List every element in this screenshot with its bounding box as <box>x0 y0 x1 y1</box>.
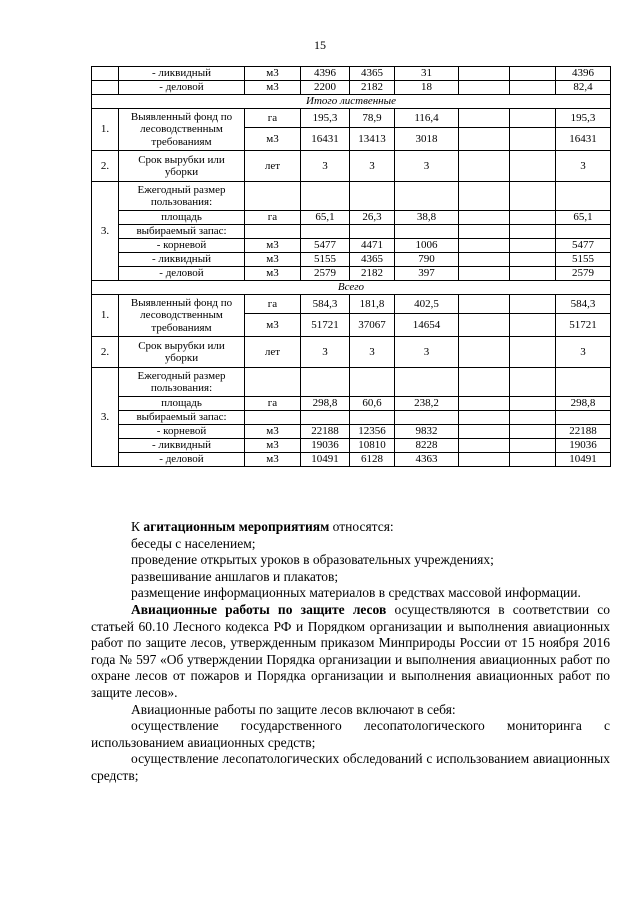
value-cell: 3 <box>395 151 459 182</box>
value-cell <box>459 425 510 439</box>
row-label: площадь <box>119 397 245 411</box>
row-label: Ежегодный размер пользования: <box>119 182 245 211</box>
table-row <box>92 225 611 239</box>
unit-cell: м3 <box>245 314 301 337</box>
value-cell: 65,1 <box>556 211 611 225</box>
body-text <box>91 519 610 785</box>
value-cell <box>510 397 556 411</box>
value-cell: 10810 <box>350 439 395 453</box>
value-cell <box>510 151 556 182</box>
empty-cell <box>395 368 459 397</box>
table-row <box>92 453 611 467</box>
row-label: - деловой <box>119 267 245 281</box>
table-row <box>92 281 611 295</box>
unit-cell: м3 <box>245 239 301 253</box>
value-cell: 16431 <box>556 128 611 151</box>
value-cell <box>459 397 510 411</box>
value-cell: 298,8 <box>556 397 611 411</box>
value-cell: 51721 <box>556 314 611 337</box>
section-title: Всего <box>92 281 611 295</box>
unit-cell: лет <box>245 151 301 182</box>
value-cell: 51721 <box>301 314 350 337</box>
value-cell <box>510 239 556 253</box>
empty-cell <box>245 225 301 239</box>
unit-cell: м3 <box>245 453 301 467</box>
value-cell: 78,9 <box>350 109 395 128</box>
value-cell: 1006 <box>395 239 459 253</box>
agitation-item: беседы с населением; <box>131 535 256 551</box>
table-row <box>92 253 611 267</box>
table-row <box>92 267 611 281</box>
value-cell: 19036 <box>301 439 350 453</box>
row-label: - деловой <box>119 81 245 95</box>
table-row <box>92 425 611 439</box>
unit-cell: м3 <box>245 425 301 439</box>
value-cell: 116,4 <box>395 109 459 128</box>
page-number: 15 <box>314 38 326 52</box>
row-label: выбираемый запас: <box>119 225 245 239</box>
value-cell <box>459 151 510 182</box>
empty-cell <box>510 411 556 425</box>
value-cell: 9832 <box>395 425 459 439</box>
empty-cell <box>301 225 350 239</box>
empty-cell <box>556 225 611 239</box>
value-cell <box>510 439 556 453</box>
row-label: Ежегодный размер пользования: <box>119 368 245 397</box>
table-row <box>92 95 611 109</box>
value-cell <box>510 109 556 128</box>
value-cell: 5477 <box>301 239 350 253</box>
value-cell <box>510 67 556 81</box>
value-cell <box>459 109 510 128</box>
value-cell <box>510 295 556 314</box>
empty-cell <box>459 411 510 425</box>
value-cell: 3018 <box>395 128 459 151</box>
forest-use-table <box>91 66 611 467</box>
value-cell: 4471 <box>350 239 395 253</box>
value-cell: 82,4 <box>556 81 611 95</box>
value-cell: 4363 <box>395 453 459 467</box>
table-row <box>92 151 611 182</box>
value-cell <box>510 128 556 151</box>
value-cell: 22188 <box>301 425 350 439</box>
table-row <box>92 337 611 368</box>
value-cell <box>510 453 556 467</box>
value-cell: 5155 <box>301 253 350 267</box>
unit-cell: м3 <box>245 267 301 281</box>
value-cell: 584,3 <box>301 295 350 314</box>
table-row <box>92 439 611 453</box>
value-cell <box>510 267 556 281</box>
value-cell <box>510 253 556 267</box>
unit-cell: лет <box>245 337 301 368</box>
unit-cell: га <box>245 109 301 128</box>
row-label: выбираемый запас: <box>119 411 245 425</box>
value-cell: 18 <box>395 81 459 95</box>
empty-cell <box>556 182 611 211</box>
value-cell: 16431 <box>301 128 350 151</box>
value-cell <box>459 253 510 267</box>
row-label: - корневой <box>119 239 245 253</box>
value-cell <box>510 337 556 368</box>
row-label: - ликвидный <box>119 67 245 81</box>
table-row <box>92 368 611 397</box>
empty-cell <box>556 368 611 397</box>
table-row <box>92 67 611 81</box>
row-number: 1. <box>92 295 119 337</box>
empty-cell <box>92 81 119 95</box>
row-label: Выявленный фонд по лесоводственным требованиям <box>119 295 245 337</box>
empty-cell <box>245 368 301 397</box>
row-label: - деловой <box>119 453 245 467</box>
row-label: - ликвидный <box>119 439 245 453</box>
empty-cell <box>459 182 510 211</box>
value-cell: 397 <box>395 267 459 281</box>
value-cell: 5477 <box>556 239 611 253</box>
value-cell: 10491 <box>556 453 611 467</box>
empty-cell <box>350 225 395 239</box>
table-row <box>92 295 611 314</box>
empty-cell <box>510 225 556 239</box>
empty-cell <box>301 411 350 425</box>
value-cell: 4365 <box>350 67 395 81</box>
empty-cell <box>245 182 301 211</box>
empty-cell <box>395 182 459 211</box>
table-row <box>92 109 611 128</box>
value-cell: 3 <box>395 337 459 368</box>
empty-cell <box>301 368 350 397</box>
value-cell: 3 <box>350 337 395 368</box>
row-number: 3. <box>92 182 119 281</box>
value-cell: 22188 <box>556 425 611 439</box>
unit-cell: м3 <box>245 67 301 81</box>
unit-cell: м3 <box>245 81 301 95</box>
agitation-item: проведение открытых уроков в образовательных учреждениях; <box>131 552 494 568</box>
value-cell <box>459 295 510 314</box>
value-cell: 26,3 <box>350 211 395 225</box>
value-cell: 238,2 <box>395 397 459 411</box>
value-cell: 2182 <box>350 267 395 281</box>
value-cell: 3 <box>350 151 395 182</box>
unit-cell: м3 <box>245 128 301 151</box>
value-cell <box>459 337 510 368</box>
value-cell: 14654 <box>395 314 459 337</box>
aviation-item: осуществление лесопатологических обследований с использованием авиационных средств; <box>91 751 610 783</box>
value-cell: 4396 <box>301 67 350 81</box>
table-row <box>92 397 611 411</box>
aviation-include: Авиационные работы по защите лесов включают в себя: <box>131 701 456 717</box>
unit-cell: га <box>245 295 301 314</box>
value-cell <box>510 81 556 95</box>
value-cell <box>510 314 556 337</box>
value-cell: 13413 <box>350 128 395 151</box>
value-cell: 402,5 <box>395 295 459 314</box>
agitation-item: размещение информационных материалов в средствах массовой информации. <box>131 585 581 601</box>
section-title: Итого лиственные <box>92 95 611 109</box>
table-row <box>92 81 611 95</box>
value-cell: 2579 <box>556 267 611 281</box>
unit-cell: га <box>245 211 301 225</box>
value-cell: 10491 <box>301 453 350 467</box>
agitation-item: развешивание аншлагов и плакатов; <box>131 568 339 584</box>
value-cell <box>459 267 510 281</box>
value-cell: 19036 <box>556 439 611 453</box>
empty-cell <box>350 182 395 211</box>
value-cell: 195,3 <box>301 109 350 128</box>
empty-cell <box>350 368 395 397</box>
table-row <box>92 182 611 211</box>
empty-cell <box>459 225 510 239</box>
value-cell <box>459 239 510 253</box>
value-cell <box>510 425 556 439</box>
agitation-intro: К агитационным мероприятиям относятся: <box>131 519 394 534</box>
value-cell: 37067 <box>350 314 395 337</box>
value-cell: 60,6 <box>350 397 395 411</box>
empty-cell <box>395 225 459 239</box>
value-cell: 298,8 <box>301 397 350 411</box>
aviation-item: осуществление государственного лесопатологического мониторинга с использованием авиационных средств; <box>91 718 610 750</box>
value-cell <box>459 439 510 453</box>
empty-cell <box>510 368 556 397</box>
empty-cell <box>510 182 556 211</box>
value-cell: 3 <box>301 151 350 182</box>
row-number: 2. <box>92 337 119 368</box>
row-label: Срок вырубки или уборки <box>119 151 245 182</box>
row-label: - ликвидный <box>119 253 245 267</box>
value-cell: 12356 <box>350 425 395 439</box>
unit-cell: м3 <box>245 253 301 267</box>
value-cell: 8228 <box>395 439 459 453</box>
empty-cell <box>459 368 510 397</box>
value-cell: 181,8 <box>350 295 395 314</box>
row-label: - корневой <box>119 425 245 439</box>
value-cell: 2200 <box>301 81 350 95</box>
table-row <box>92 239 611 253</box>
value-cell <box>459 211 510 225</box>
value-cell: 5155 <box>556 253 611 267</box>
value-cell <box>459 67 510 81</box>
empty-cell <box>350 411 395 425</box>
value-cell <box>510 211 556 225</box>
value-cell: 3 <box>556 337 611 368</box>
row-number: 3. <box>92 368 119 467</box>
value-cell: 2579 <box>301 267 350 281</box>
value-cell <box>459 453 510 467</box>
value-cell: 2182 <box>350 81 395 95</box>
empty-cell <box>556 411 611 425</box>
row-label: Выявленный фонд по лесоводственным требованиям <box>119 109 245 151</box>
value-cell: 195,3 <box>556 109 611 128</box>
empty-cell <box>92 67 119 81</box>
value-cell: 6128 <box>350 453 395 467</box>
table-row <box>92 211 611 225</box>
value-cell: 584,3 <box>556 295 611 314</box>
value-cell: 31 <box>395 67 459 81</box>
row-number: 1. <box>92 109 119 151</box>
empty-cell <box>245 411 301 425</box>
value-cell: 3 <box>556 151 611 182</box>
table-row <box>92 411 611 425</box>
row-label: Срок вырубки или уборки <box>119 337 245 368</box>
value-cell: 3 <box>301 337 350 368</box>
value-cell: 38,8 <box>395 211 459 225</box>
row-number: 2. <box>92 151 119 182</box>
aviation-paragraph: Авиационные работы по защите лесов осуществляются в соответствии со статьей 60.10 Лесного кодекса РФ и Порядком организации и выполнения авиационных работ по защите лесов, утвержденным приказом Минприроды России от 15 ноября 2016 года № 597 «Об утверждении Порядка организации и выполнения авиационных работ по охране лесов от пожаров и Порядка организации и выполнения авиационных работ по защите лесов». <box>91 601 611 700</box>
empty-cell <box>301 182 350 211</box>
value-cell: 65,1 <box>301 211 350 225</box>
empty-cell <box>395 411 459 425</box>
value-cell <box>459 128 510 151</box>
unit-cell: м3 <box>245 439 301 453</box>
value-cell: 790 <box>395 253 459 267</box>
value-cell <box>459 314 510 337</box>
unit-cell: га <box>245 397 301 411</box>
value-cell: 4396 <box>556 67 611 81</box>
row-label: площадь <box>119 211 245 225</box>
value-cell <box>459 81 510 95</box>
value-cell: 4365 <box>350 253 395 267</box>
